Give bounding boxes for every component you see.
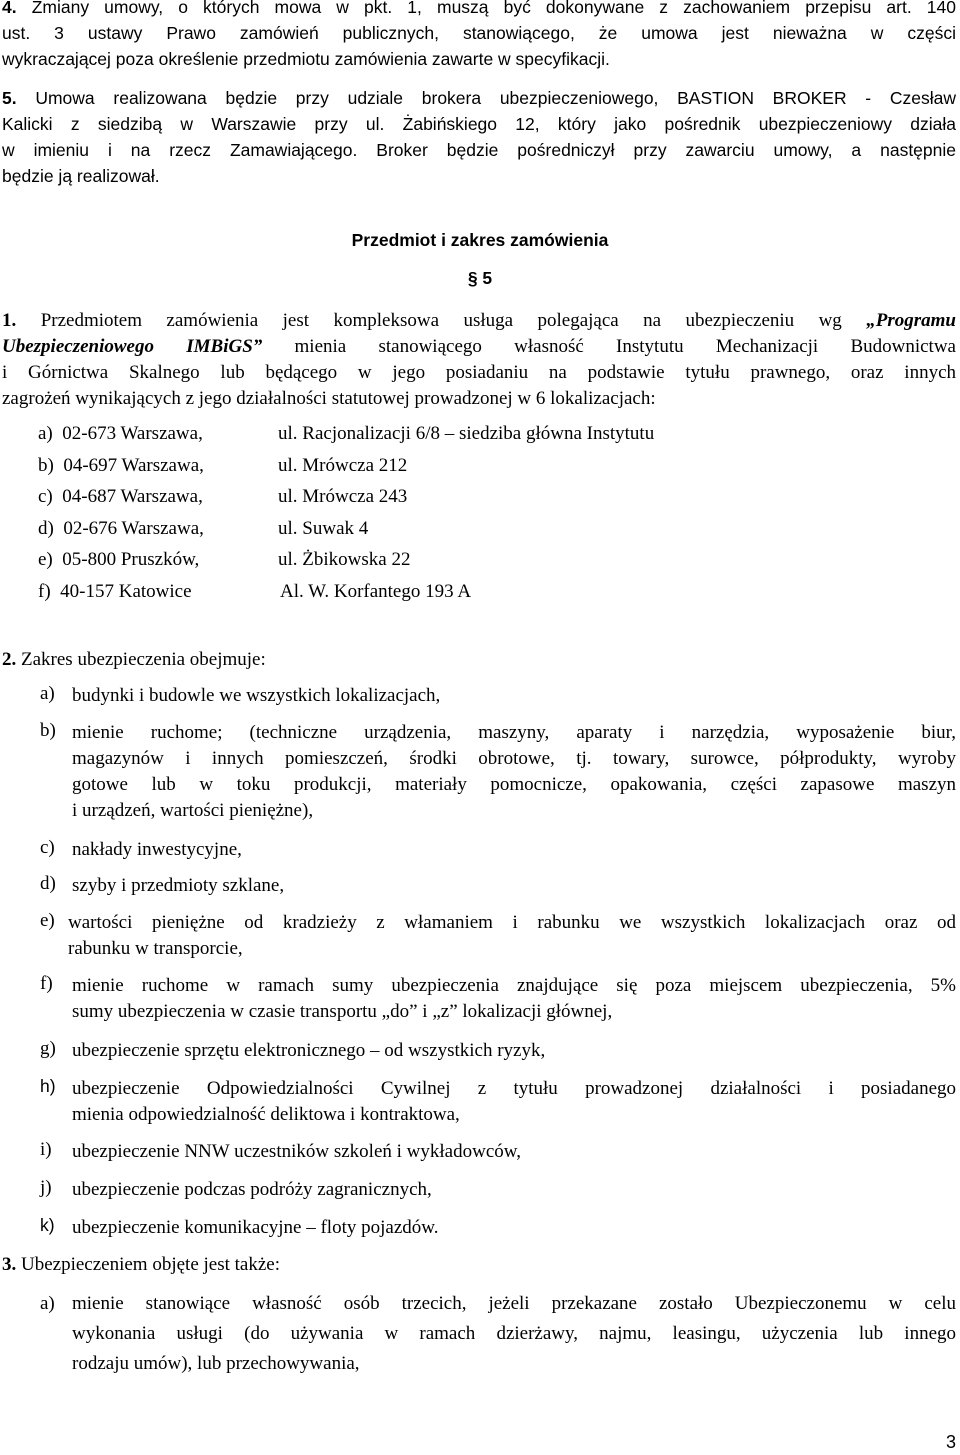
scope-label: f) [40,973,53,994]
scope-item [40,1291,956,1381]
section-title: Przedmiot i zakres zamówienia [351,230,609,250]
scope-label: k) [40,1215,55,1235]
location-label: b) [38,455,54,476]
item-heading: Ubezpieczeniem objęte jest także: [21,1254,281,1275]
location-label: f) [38,581,51,602]
paragraph-number: 4. [2,0,17,17]
scope-item [40,1038,956,1064]
scope-text: sumy ubezpieczenia w czasie transportu „do” i „z” lokalizacji głównej, [72,1001,613,1022]
scope-item [40,1215,956,1241]
location-street: ul. Racjonalizacji 6/8 – siedziba główna Instytutu [278,423,655,444]
scope-text: wykonania usługi (do używania w ramach dzierżawy, najmu, leasingu, użyczenia lub innego [72,1323,956,1344]
scope-item [40,683,956,709]
scope-item [40,873,956,899]
scope-label: h) [40,1076,56,1096]
paragraph-text: wykraczającej poza określenie przedmiotu zamówienia zawarte w specyfikacji. [2,49,610,69]
item-1 [2,308,956,412]
location-city: 05-800 Pruszków, [62,549,200,570]
scope-text: i urządzeń, wartości pieniężne), [72,800,314,821]
item-text: Przedmiotem zamówienia jest kompleksowa usługa polegająca na ubezpieczeniu wg [40,310,867,331]
scope-label: g) [40,1038,56,1059]
location-street: Al. W. Korfantego 193 A [280,581,472,602]
scope-label: b) [40,720,56,741]
paragraph-text: Zmiany umowy, o których mowa w pkt. 1, muszą być dokonywane z zachowaniem przepisu art. 140 [31,0,956,17]
location-label: a) [38,423,53,444]
location-city: 40-157 Katowice [60,581,192,602]
scope-label: d) [40,873,56,894]
paragraph-text: ust. 3 ustawy Prawo zamówień publicznych, stanowiącego, że umowa jest nieważna w części [2,23,956,43]
scope-text: nakłady inwestycyjne, [72,839,242,860]
paragraph-4 [2,0,956,72]
program-name: Ubezpieczeniowego IMBiGS” [2,336,263,357]
location-street: ul. Żbikowska 22 [278,549,411,570]
item-number: 3. [2,1254,17,1275]
paragraph-5 [2,85,956,189]
location-label: d) [38,518,54,539]
location-street: ul. Mrówcza 243 [278,486,408,507]
scope-text: ubezpieczenie sprzętu elektronicznego – od wszystkich ryzyk, [72,1040,546,1061]
location-city: 04-687 Warszawa, [62,486,203,507]
scope-text: mienie ruchome; (techniczne urządzenia, maszyny, aparaty i narzędzia, wyposażenie biur, [72,722,956,743]
location-city: 02-673 Warszawa, [62,423,203,444]
item-heading: Zakres ubezpieczenia obejmuje: [21,649,266,670]
scope-text: wartości pieniężne od kradzieży z włamaniem i rabunku we wszystkich lokalizacjach oraz od [68,912,956,933]
item-text: mienia stanowiącego własność Instytutu Mechanizacji Budownictwa [262,336,956,357]
scope-label: a) [40,683,55,704]
scope-label: a) [40,1293,55,1314]
program-name: „Programu [866,310,956,331]
paragraph-sign: § 5 [467,268,493,288]
paragraph-text: Umowa realizowana będzie przy udziale brokera ubezpieczeniowego, BASTION BROKER - Czesław [35,88,956,108]
paragraph-text: będzie ją realizował. [2,166,160,186]
scope-item [40,1139,956,1165]
scope-item [40,837,956,863]
item-text: zagrożeń wynikających z jego działalności statutowej prowadzonej w 6 lokalizacjach: [2,388,656,409]
paragraph-number: 5. [2,88,17,108]
scope-text: rabunku w transporcie, [68,938,243,959]
scope-text: gotowe lub w toku produkcji, materiały pomocnicze, opakowania, części zapasowe maszyn [72,774,956,795]
scope-item [40,1076,956,1128]
scope-text: rodzaju umów), lub przechowywania, [72,1353,360,1374]
scope-text: ubezpieczenie komunikacyjne – floty pojazdów. [72,1217,439,1238]
location-city: 04-697 Warszawa, [63,455,204,476]
scope-item [40,973,956,1025]
scope-text: ubezpieczenie Odpowiedzialności Cywilnej z tytułu prowadzonej działalności i posiadanego [72,1078,956,1099]
scope-text: szyby i przedmioty szklane, [72,875,285,896]
location-label: e) [38,549,53,570]
paragraph-text: w imieniu i na rzecz Zamawiającego. Broker będzie pośredniczył przy zawarciu umowy, a następnie [2,140,956,160]
scope-text: mienia odpowiedzialność deliktowa i kontraktowa, [72,1104,460,1125]
item-number: 2. [2,649,17,670]
scope-text: ubezpieczenie NNW uczestników szkoleń i wykładowców, [72,1141,521,1162]
scope-text: mienie ruchome w ramach sumy ubezpieczenia znajdujące się poza miejscem ubezpieczenia, 5% [72,975,956,996]
scope-item [40,720,956,824]
scope-item [40,1177,956,1203]
scope-label: e) [40,910,55,931]
item-number: 1. [2,310,17,331]
location-city: 02-676 Warszawa, [63,518,204,539]
scope-text: magazynów i innych pomieszczeń, środki obrotowe, tj. towary, surowce, półprodukty, wyroby [72,748,956,769]
scope-text: mienie stanowiące własność osób trzecich, jeżeli przekazane zostało Ubezpieczonemu w celu [72,1293,956,1314]
location-label: c) [38,486,53,507]
paragraph-text: Kalicki z siedzibą w Warszawie przy ul. Żabińskiego 12, który jako pośrednik ubezpieczeniowy działa [2,114,956,134]
scope-item [40,910,956,962]
scope-label: c) [40,837,55,858]
scope-label: j) [40,1177,52,1198]
scope-text: budynki i budowle we wszystkich lokalizacjach, [72,685,441,706]
location-street: ul. Suwak 4 [278,518,369,539]
scope-text: ubezpieczenie podczas podróży zagranicznych, [72,1179,432,1200]
item-text: i Górnictwa Skalnego lub będącego w jego posiadaniu na podstawie tytułu prawnego, oraz innych [2,362,956,383]
scope-label: i) [40,1139,52,1160]
location-street: ul. Mrówcza 212 [278,455,408,476]
page-number: 3 [945,1432,956,1452]
